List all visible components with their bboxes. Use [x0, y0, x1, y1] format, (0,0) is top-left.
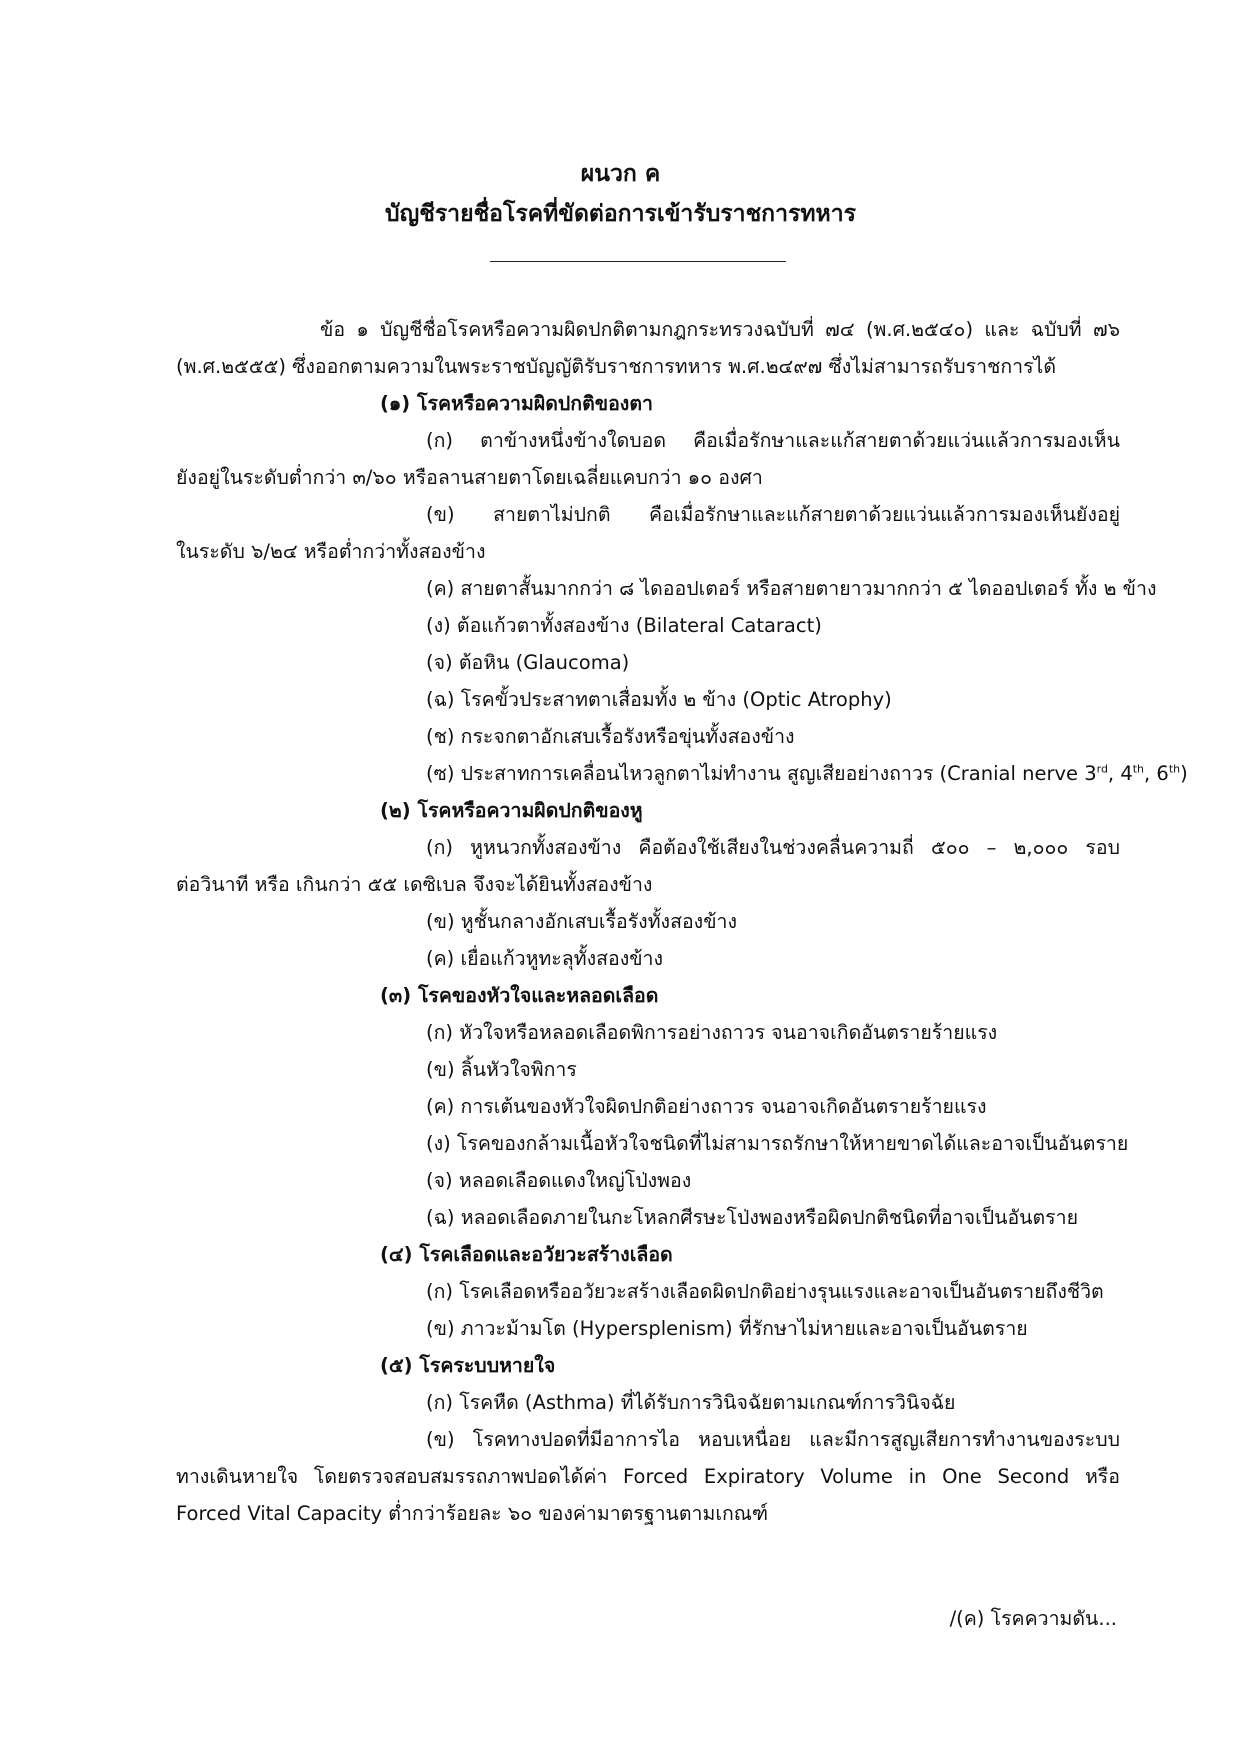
superscript-th-1: th [1132, 762, 1145, 776]
section-1-item-b-line-1: (ข) สายตาไม่ปกติ คือเมื่อรักษาและแก้สายตาด้วยแว่นแล้วการมองเห็นยังอยู่ [426, 503, 1120, 526]
superscript-rd: rd [1096, 762, 1108, 776]
section-2-item-a-line-2: ต่อวินาที หรือ เกินกว่า ๕๕ เดซิเบล จึงจะได้ยินทั้งสองข้าง [176, 873, 653, 896]
section-5-item-b-line-3: Forced Vital Capacity ต่ำกว่าร้อยละ ๖๐ ของค่ามาตรฐานตามเกณฑ์ [176, 1502, 769, 1525]
superscript-th-2: th [1168, 762, 1181, 776]
intro-line-1: ข้อ ๑ บัญชีชื่อโรคหรือความผิดปกติตามกฎกระทรวงฉบับที่ ๗๔ (พ.ศ.๒๕๔๐) และ ฉบับที่ ๗๖ [320, 318, 1120, 341]
intro-line-2: (พ.ศ.๒๕๕๕) ซึ่งออกตามความในพระราชบัญญัติรับราชการทหาร พ.ศ.๒๔๙๗ ซึ่งไม่สามารถรับราชการได้ [176, 355, 1057, 378]
section-3-item-f: (ฉ) หลอดเลือดภายในกะโหลกศีรษะโป่งพองหรือผิดปกติชนิดที่อาจเป็นอันตราย [426, 1206, 1079, 1229]
section-5-title: (๕) โรคระบบหายใจ [380, 1354, 556, 1377]
section-5-item-b-line-1: (ข) โรคทางปอดที่มีอาการไอ หอบเหนื่อย และมีการสูญเสียการทำงานของระบบ [426, 1428, 1120, 1451]
section-3-item-c: (ค) การเต้นของหัวใจผิดปกติอย่างถาวร จนอาจเกิดอันตรายร้ายแรง [426, 1095, 987, 1118]
section-1-item-h [426, 755, 1188, 792]
section-5-item-a: (ก) โรคหืด (Asthma) ที่ได้รับการวินิจฉัยตามเกณฑ์การวินิจฉัย [426, 1391, 956, 1414]
section-1-title: (๑) โรคหรือความผิดปกติของตา [380, 392, 653, 415]
section-3-item-a: (ก) หัวใจหรือหลอดเลือดพิการอย่างถาวร จนอาจเกิดอันตรายร้ายแรง [426, 1021, 998, 1044]
section-1-item-h-mid-1: , 4 [1107, 762, 1133, 785]
section-1-item-b-line-2: ในระดับ ๖/๒๔ หรือต่ำกว่าทั้งสองข้าง [176, 540, 486, 563]
section-4-item-b: (ข) ภาวะม้ามโต (Hypersplenism) ที่รักษาไม่หายและอาจเป็นอันตราย [426, 1317, 1028, 1340]
section-4-item-a: (ก) โรคเลือดหรืออวัยวะสร้างเลือดผิดปกติอย่างรุนแรงและอาจเป็นอันตรายถึงชีวิต [426, 1280, 1104, 1303]
continuation-footer: /(ค) โรคความดัน... [949, 1607, 1117, 1630]
section-3-title: (๓) โรคของหัวใจและหลอดเลือด [380, 984, 659, 1007]
section-1-item-e: (จ) ต้อหิน (Glaucoma) [426, 651, 630, 674]
section-4-title: (๔) โรคเลือดและอวัยวะสร้างเลือด [380, 1243, 673, 1266]
section-1-item-h-mid-2: , 6 [1144, 762, 1169, 785]
section-2-item-b: (ข) หูชั้นกลางอักเสบเรื้อรังทั้งสองข้าง [426, 910, 738, 933]
section-2-title: (๒) โรคหรือความผิดปกติของหู [380, 799, 643, 822]
section-1-item-d: (ง) ต้อแก้วตาทั้งสองข้าง (Bilateral Cataract) [426, 614, 822, 637]
section-2-item-a-line-1: (ก) หูหนวกทั้งสองข้าง คือต้องใช้เสียงในช่วงคลื่นความถี่ ๕๐๐ – ๒,๐๐๐ รอบ [426, 836, 1120, 859]
section-1-item-a-line-1: (ก) ตาข้างหนึ่งข้างใดบอด คือเมื่อรักษาและแก้สายตาด้วยแว่นแล้วการมองเห็น [426, 429, 1120, 452]
section-2-item-c: (ค) เยื่อแก้วหูทะลุทั้งสองข้าง [426, 947, 664, 970]
section-1-item-a-line-2: ยังอยู่ในระดับต่ำกว่า ๓/๖๐ หรือลานสายตาโดยเฉลี่ยแคบกว่า ๑๐ องศา [176, 466, 763, 489]
section-3-item-b: (ข) ลิ้นหัวใจพิการ [426, 1058, 577, 1081]
section-3-item-e: (จ) หลอดเลือดแดงใหญ่โป่งพอง [426, 1169, 692, 1192]
section-1-item-f: (ฉ) โรคขั้วประสาทตาเสื่อมทั้ง ๒ ข้าง (Optic Atrophy) [426, 688, 892, 711]
document-title: บัญชีรายชื่อโรคที่ขัดต่อการเข้ารับราชการทหาร [385, 201, 856, 227]
section-3-item-d: (ง) โรคของกล้ามเนื้อหัวใจชนิดที่ไม่สามารถรักษาให้หายขาดได้และอาจเป็นอันตราย [426, 1132, 1129, 1155]
section-1-item-c: (ค) สายตาสั้นมากกว่า ๘ ไดออปเตอร์ หรือสายตายาวมากกว่า ๕ ไดออปเตอร์ ทั้ง ๒ ข้าง [426, 577, 1157, 600]
title-underline [490, 261, 786, 262]
section-1-item-g: (ช) กระจกตาอักเสบเรื้อรังหรือขุ่นทั้งสองข้าง [426, 725, 795, 748]
section-1-item-h-end: ) [1180, 762, 1188, 785]
section-5-item-b-line-2: ทางเดินหายใจ โดยตรวจสอบสมรรถภาพปอดได้ค่า Forced Expiratory Volume in One Second หรือ [176, 1465, 1120, 1488]
appendix-title: ผนวก ค [580, 161, 661, 187]
section-1-item-h-text: (ซ) ประสาทการเคลื่อนไหวลูกตาไม่ทำงาน สูญเสียอย่างถาวร (Cranial nerve 3 [426, 762, 1097, 785]
